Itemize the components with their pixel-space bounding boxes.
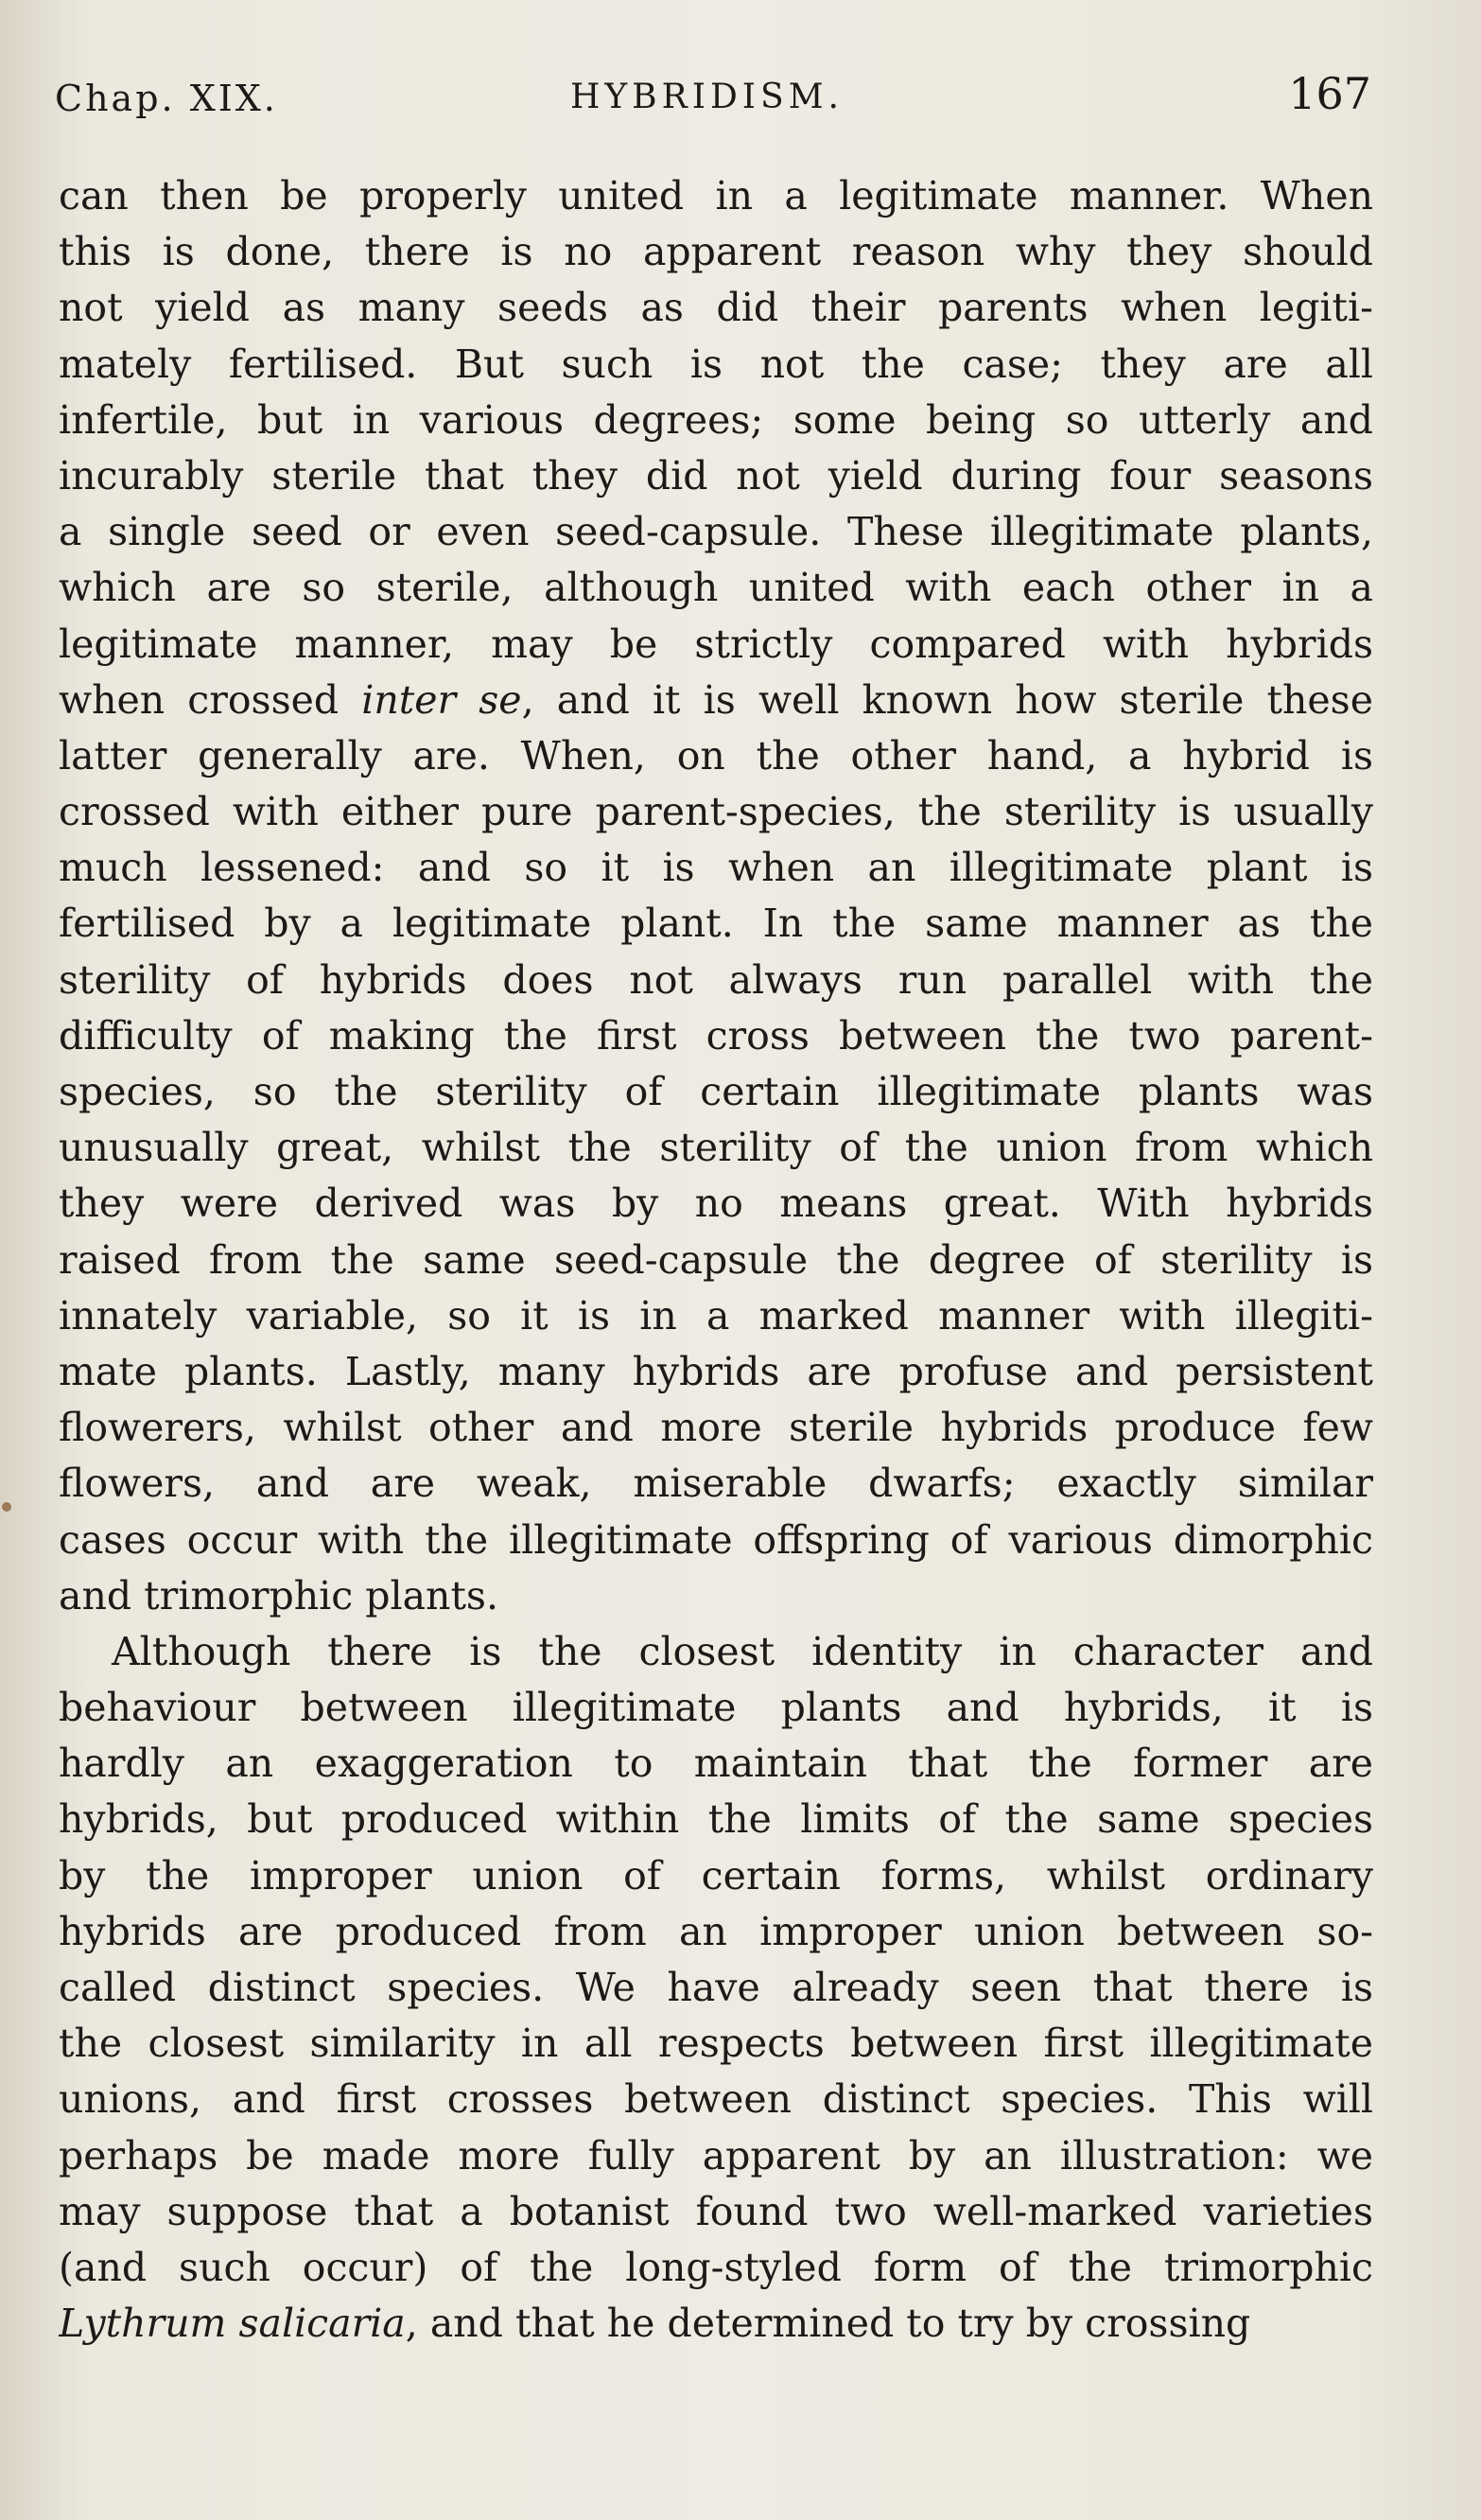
running-head: [55, 68, 1371, 125]
text-line: may suppose that a botanist found two well-marked varieties: [59, 2188, 1373, 2234]
text-line: can then be properly united in a legitimate manner. When: [59, 173, 1373, 219]
text-line: difficulty of making the first cross between the two parent-: [59, 1012, 1373, 1059]
text-line: (and such occur) of the long-styled form of the trimorphic: [59, 2244, 1373, 2290]
text-line: when crossed inter se, and it is well known how sterile these: [59, 676, 1373, 723]
text-line: mately fertilised. But such is not the case; they are all: [59, 341, 1373, 387]
text-line: this is done, there is no apparent reason why they should: [59, 229, 1373, 275]
text-line: sterility of hybrids does not always run parallel with the: [59, 956, 1373, 1003]
text-line: Lythrum salicaria, and that he determined to try by crossing: [59, 2301, 1251, 2347]
text-line: unions, and first crosses between distinct species. This will: [59, 2076, 1373, 2123]
running-title: HYBRIDISM.: [570, 78, 844, 116]
text-line: they were derived was by no means great. With hybrids: [59, 1181, 1373, 1227]
text-line: perhaps be made more fully apparent by an illustration: we: [59, 2132, 1373, 2179]
text-line: which are so sterile, although united with each other in a: [59, 565, 1373, 611]
chapter-heading: Chap. XIX.: [55, 78, 278, 119]
text-line: species, so the sterility of certain illegitimate plants was: [59, 1069, 1373, 1114]
text-line: hardly an exaggeration to maintain that the former are: [59, 1741, 1373, 1787]
page-number: 167: [1288, 68, 1371, 119]
text-line: hybrids, but produced within the limits of the same species: [59, 1796, 1373, 1843]
text-line: a single seed or even seed-capsule. These illegitimate plants,: [59, 509, 1373, 555]
text-line: not yield as many seeds as did their parents when legiti-: [59, 285, 1373, 331]
text-line: mate plants. Lastly, many hybrids are profuse and persistent: [59, 1348, 1373, 1394]
text-line: infertile, but in various degrees; some being so utterly and: [59, 396, 1373, 443]
text-line: flowerers, whilst other and more sterile hybrids produce few: [59, 1405, 1373, 1451]
text-line: hybrids are produced from an improper union between so-: [59, 1908, 1373, 1954]
body-text: [59, 168, 1373, 2352]
text-line: Although there is the closest identity in character and: [112, 1628, 1373, 1674]
text-line: crossed with either pure parent-species, the sterility is usually: [59, 789, 1373, 835]
text-line: innately variable, so it is in a marked manner with illegiti-: [59, 1292, 1373, 1339]
text-line: legitimate manner, may be strictly compared with hybrids: [59, 621, 1373, 667]
text-line: the closest similarity in all respects between first illegitimate: [59, 2021, 1373, 2067]
text-line: called distinct species. We have already seen that there is: [59, 1965, 1373, 2010]
text-line: much lessened: and so it is when an illegitimate plant is: [59, 845, 1373, 891]
text-line: fertilised by a legitimate plant. In the same manner as the: [59, 901, 1373, 947]
text-line: behaviour between illegitimate plants and hybrids, it is: [59, 1685, 1373, 1731]
text-line: flowers, and are weak, miserable dwarfs; exactly similar: [59, 1461, 1373, 1507]
text-line: unusually great, whilst the sterility of the union from which: [59, 1125, 1373, 1171]
text-line: and trimorphic plants.: [59, 1572, 498, 1619]
text-line: raised from the same seed-capsule the degree of sterility is: [59, 1236, 1373, 1283]
paper-blemish: [2, 1502, 11, 1512]
text-line: cases occur with the illegitimate offspring of various dimorphic: [59, 1516, 1373, 1563]
text-line: by the improper union of certain forms, whilst ordinary: [59, 1852, 1373, 1899]
text-line: latter generally are. When, on the other hand, a hybrid is: [59, 732, 1373, 779]
text-line: incurably sterile that they did not yield during four seasons: [59, 452, 1373, 499]
